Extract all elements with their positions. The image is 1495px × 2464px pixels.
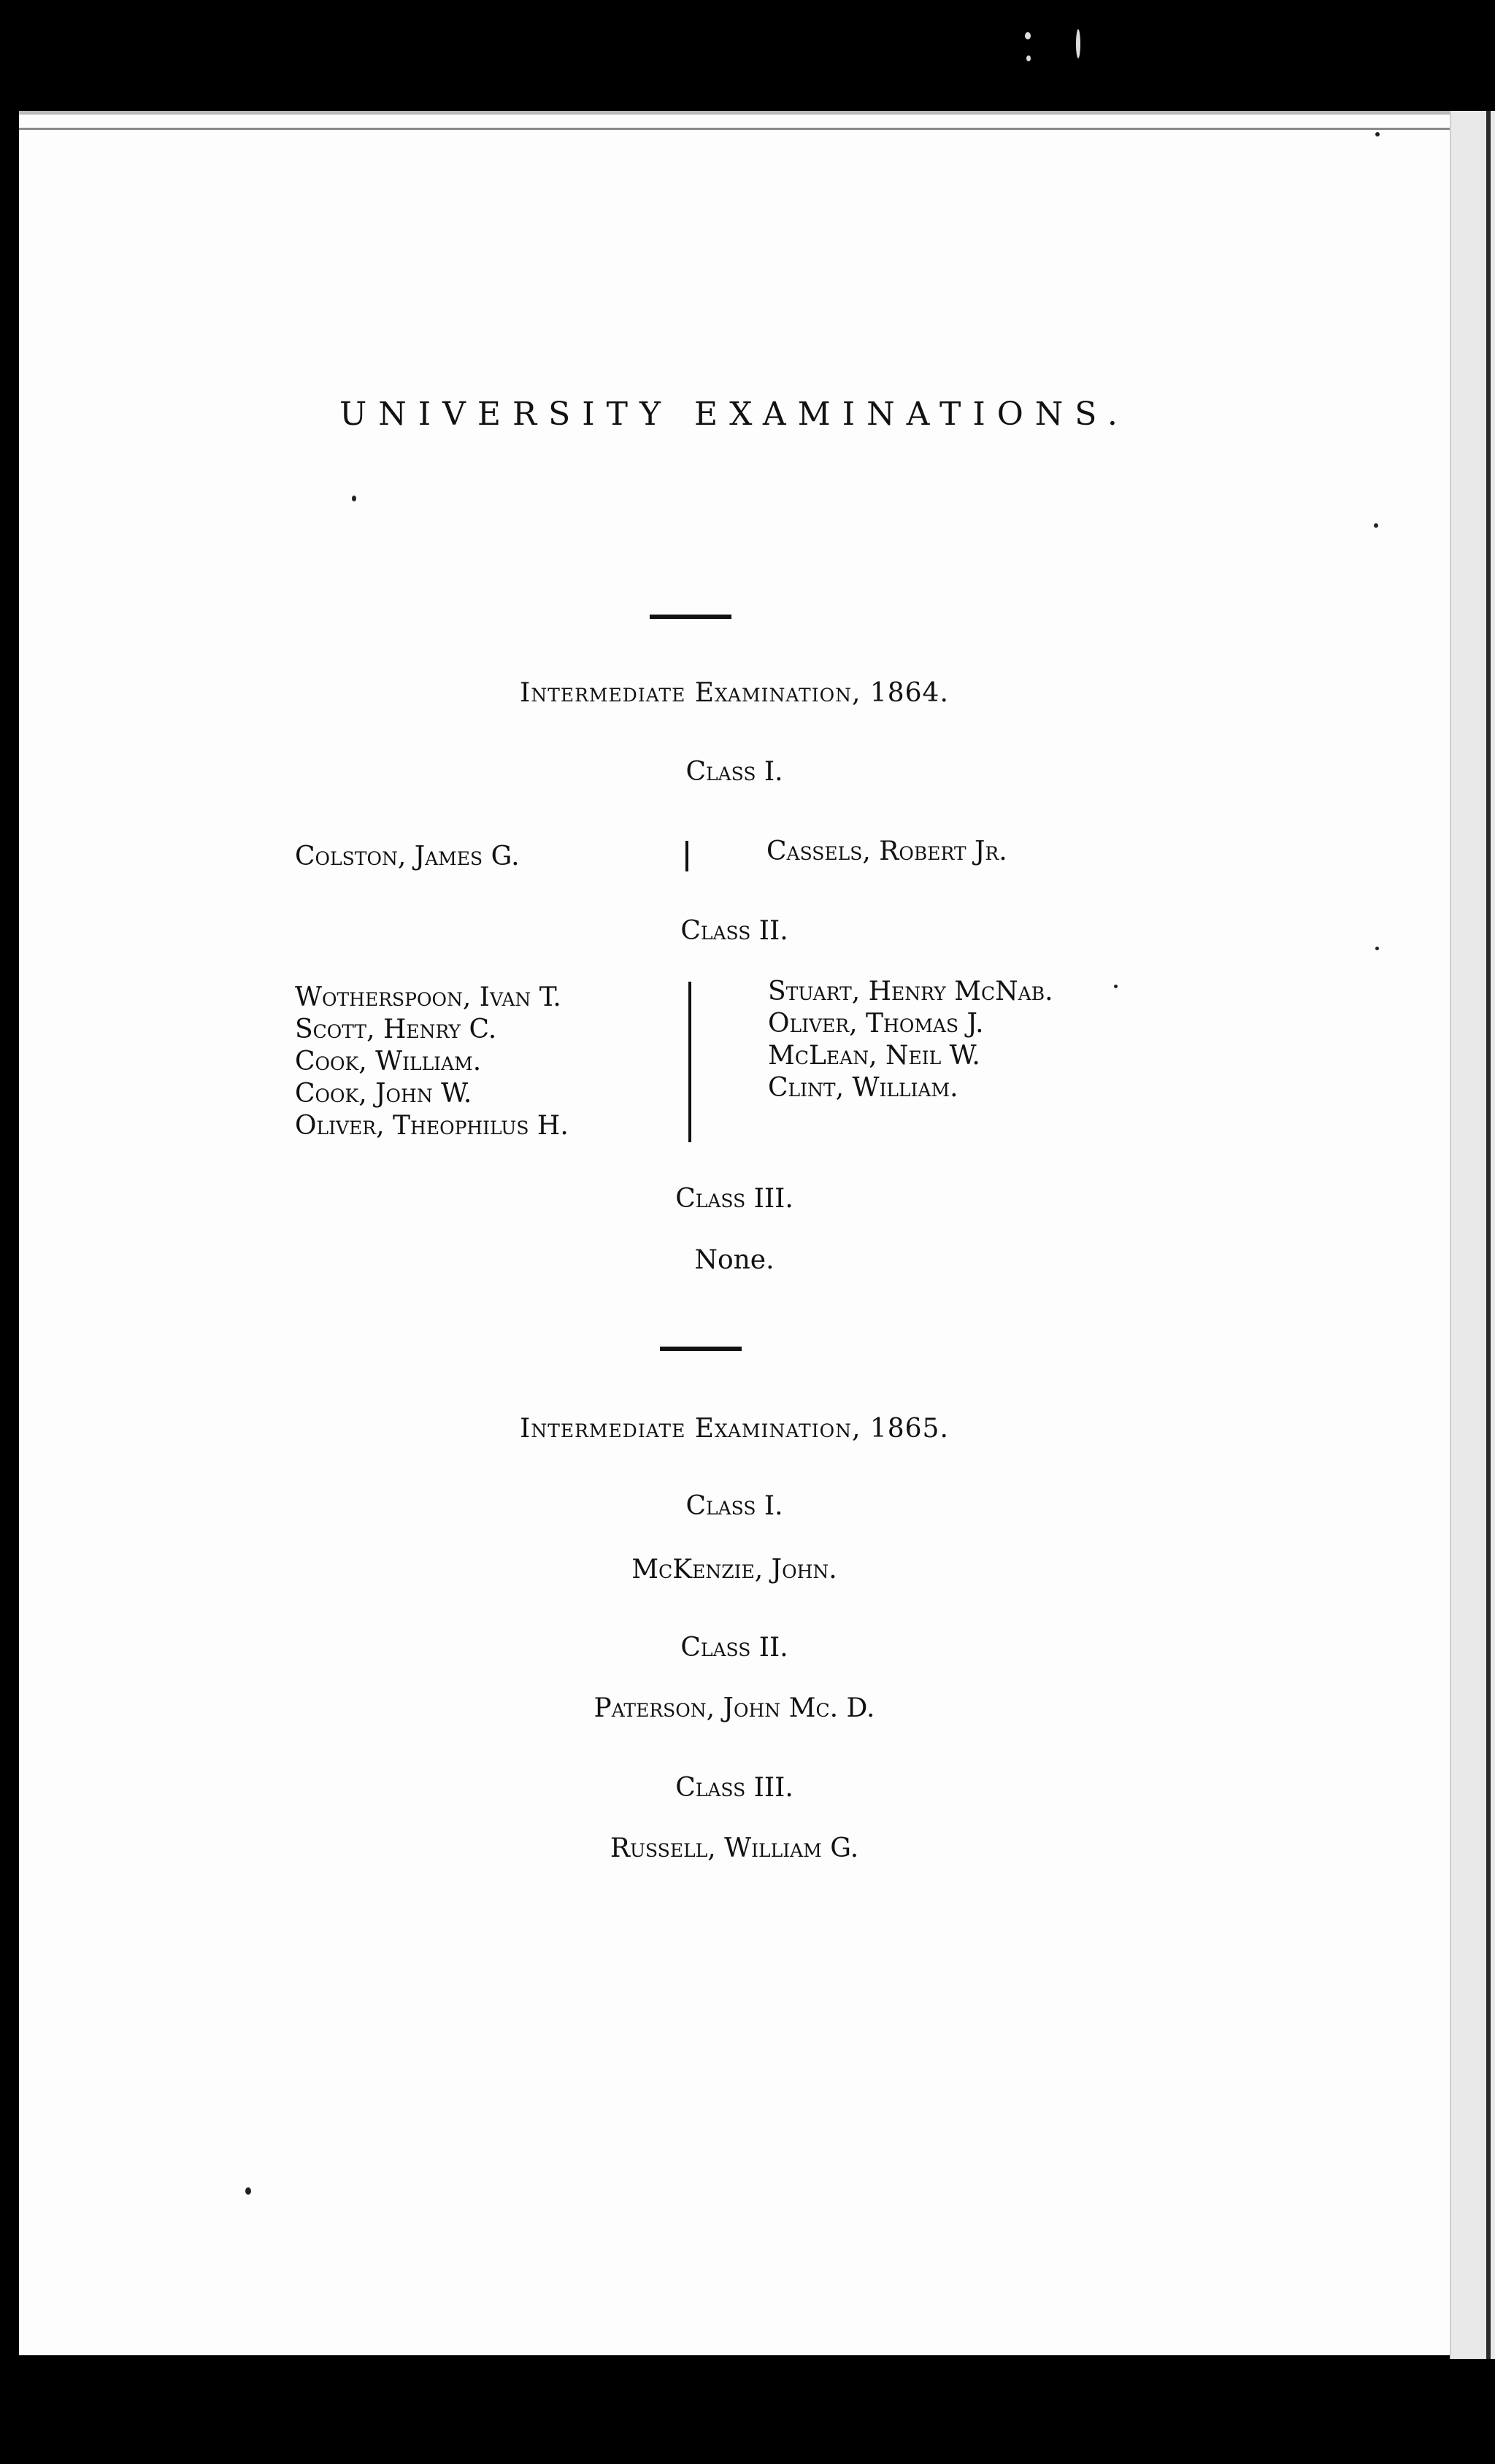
heading-rule	[650, 615, 731, 619]
exam-title-1864: Intermediate Examination, 1864.	[520, 678, 949, 708]
class-2-heading-1864: Class II.	[680, 916, 788, 946]
page-right-margin	[1450, 111, 1495, 2359]
class-3-heading-1864: Class III.	[675, 1184, 793, 1214]
scan-speck	[245, 2187, 251, 2195]
scan-speck	[1374, 523, 1378, 528]
graduate-name: McLean, Neil W.	[768, 1041, 980, 1071]
class-1-heading-1865: Class I.	[685, 1491, 783, 1521]
scan-speck	[1025, 32, 1031, 39]
scan-speck	[1114, 985, 1118, 988]
graduate-name: Cassels, Robert Jr.	[766, 836, 1007, 866]
column-divider	[685, 841, 688, 871]
page-heading: UNIVERSITY EXAMINATIONS.	[339, 396, 1129, 433]
scan-top-border	[0, 0, 1495, 109]
graduate-name: Colston, James G.	[295, 842, 520, 871]
scan-speck	[1375, 132, 1380, 136]
class-3-none-1864: None.	[694, 1245, 775, 1275]
graduate-name: Wotherspoon, Ivan T.	[295, 982, 561, 1012]
graduate-name: Stuart, Henry McNab.	[768, 977, 1053, 1006]
column-divider	[688, 982, 691, 1142]
document-page	[19, 111, 1450, 2355]
class-3-heading-1865: Class III.	[675, 1773, 793, 1803]
scan-speck	[1026, 55, 1031, 61]
graduate-name: Russell, William G.	[610, 1833, 859, 1863]
graduate-name: Clint, William.	[768, 1073, 958, 1103]
graduate-name: Cook, John W.	[295, 1079, 472, 1109]
graduate-name: Cook, William.	[295, 1047, 482, 1077]
class-2-heading-1865: Class II.	[680, 1633, 788, 1663]
class-2-left-names-1864	[295, 982, 569, 1142]
graduate-name: Oliver, Theophilus H.	[295, 1111, 569, 1141]
scan-speck	[1375, 947, 1379, 950]
graduate-name: McKenzie, John.	[631, 1555, 837, 1585]
class-1-right-names-1864	[766, 836, 1007, 868]
binding-edge	[1486, 111, 1491, 2359]
class-1-heading-1864: Class I.	[685, 757, 783, 787]
graduate-name: Scott, Henry C.	[295, 1015, 497, 1044]
scan-speck	[352, 496, 356, 501]
section-rule	[660, 1347, 742, 1351]
scan-speck	[1076, 29, 1080, 58]
exam-title-1865: Intermediate Examination, 1865.	[520, 1414, 949, 1444]
graduate-name: Oliver, Thomas J.	[768, 1009, 984, 1039]
page-top-edge	[19, 128, 1450, 130]
class-2-right-names-1864	[768, 976, 1053, 1104]
class-1-left-names-1864	[295, 841, 520, 873]
graduate-name: Paterson, John Mc. D.	[593, 1693, 875, 1723]
